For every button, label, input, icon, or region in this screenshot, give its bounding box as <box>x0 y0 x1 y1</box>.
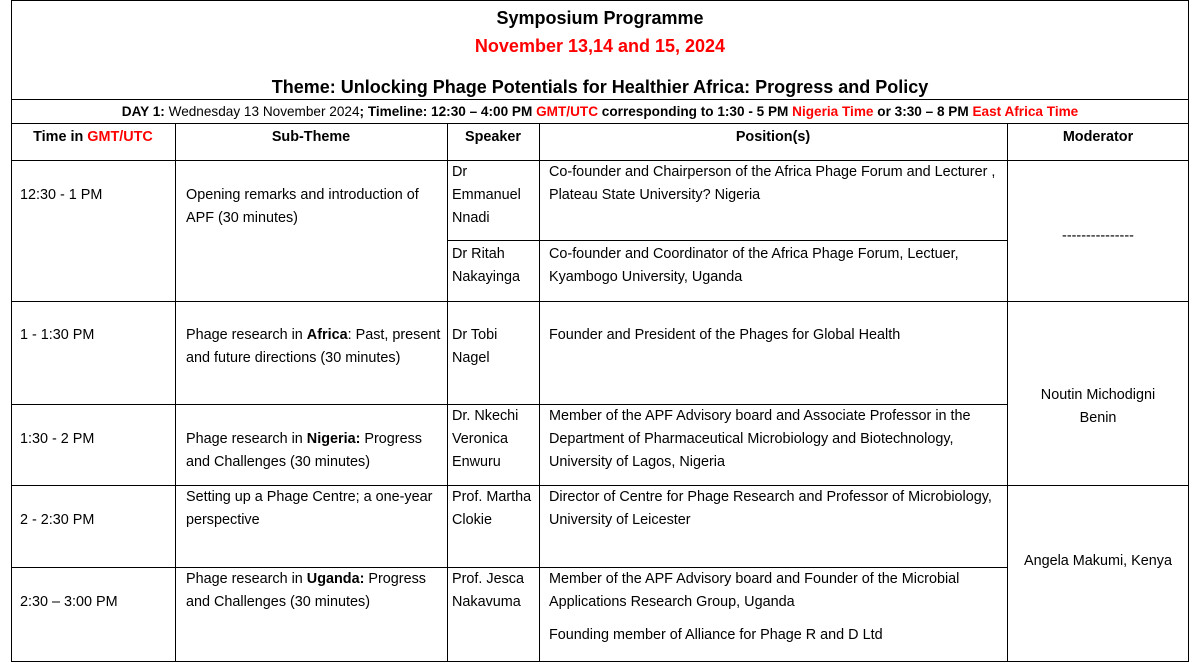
corresponding-text: corresponding to 1:30 - 5 PM <box>598 104 793 119</box>
row4-subtheme: Setting up a Phage Centre; a one-year perspective <box>186 489 433 528</box>
programme-title: Symposium Programme <box>496 8 704 28</box>
row3-position: Member of the APF Advisory board and Associate Professor in the Department of Pharmaceutical Microbiology and Biotechnology, University of Lagos, Nigeria <box>549 408 971 470</box>
row2-subtheme-pre: Phage research in <box>186 327 307 343</box>
row3-speaker: Dr. Nkechi Veronica Enwuru <box>452 408 519 470</box>
row4-time: 2 - 2:30 PM <box>20 512 95 528</box>
nigeria-time-label: Nigeria Time <box>792 104 874 119</box>
day-1-timeline <box>11 100 1189 124</box>
col-divider-subtheme <box>447 124 448 662</box>
row5-speaker: Prof. Jesca Nakavuma <box>452 571 524 610</box>
row2-time: 1 - 1:30 PM <box>20 327 95 343</box>
east-africa-time-label: East Africa Time <box>972 104 1079 119</box>
col-header-subtheme: Sub-Theme <box>271 129 351 145</box>
row5-subtheme-bold: Uganda: <box>306 571 365 587</box>
row1-position-2: Co-founder and Coordinator of the Africa Phage Forum, Lectuer, Kyambogo University, Uganda <box>549 246 959 285</box>
row5-subtheme-post: Progress and Challenges (30 minutes) <box>186 571 426 610</box>
col-divider-speaker <box>539 124 540 662</box>
programme-theme: Theme: Unlocking Phage Potentials for Healthier Africa: Progress and Policy <box>271 77 929 97</box>
col-header-moderator: Moderator <box>1062 129 1134 145</box>
row1-subtheme: Opening remarks and introduction of APF (30 minutes) <box>186 187 419 226</box>
row1-speaker-1: Dr Emmanuel Nnadi <box>452 164 521 226</box>
row1-speaker-split <box>447 240 1007 241</box>
row5-subtheme-pre: Phage research in <box>186 571 307 587</box>
programme-header <box>11 0 1189 100</box>
moderator-noutin: Noutin Michodigni Benin <box>1040 387 1156 426</box>
row5-subtheme <box>186 568 441 614</box>
row4-speaker: Prof. Martha Clokie <box>452 489 532 528</box>
programme-dates: November 13,14 and 15, 2024 <box>474 36 726 56</box>
row2-subtheme-bold: Africa <box>306 327 348 343</box>
row4-position: Director of Centre for Phage Research and Professor of Microbiology, University of Leicester <box>549 489 992 528</box>
moderator-angela: Angela Makumi, Kenya <box>1024 553 1172 569</box>
row3-subtheme-bold: Nigeria: <box>306 431 361 447</box>
row3-time: 1:30 - 2 PM <box>20 431 95 447</box>
row1-speaker-2: Dr Ritah Nakayinga <box>452 246 520 285</box>
row1-time: 12:30 - 1 PM <box>20 187 103 203</box>
col-header-time-tz: GMT/UTC <box>87 129 153 145</box>
col-header-position: Position(s) <box>735 129 811 145</box>
col-divider-position <box>1007 124 1008 662</box>
col-header-speaker: Speaker <box>464 129 521 145</box>
row5-time: 2:30 – 3:00 PM <box>20 594 118 610</box>
gmt-label: GMT/UTC <box>536 104 599 119</box>
row2-position: Founder and President of the Phages for Global Health <box>549 327 901 343</box>
row2-subtheme-post: : Past, present and future directions (30 minutes) <box>186 327 441 366</box>
day-label: DAY 1: <box>121 104 165 119</box>
row1-position-1: Co-founder and Chairperson of the Africa Phage Forum and Lecturer , Plateau State University? Nigeria <box>549 164 996 203</box>
col-header-time <box>11 124 175 160</box>
row1-bottom <box>11 301 1189 302</box>
row5-position: Member of the APF Advisory board and Founder of the Microbial Applications Research Group, Uganda <box>549 571 960 610</box>
row2-speaker: Dr Tobi Nagel <box>452 327 498 366</box>
or-text: or 3:30 – 8 PM <box>873 104 973 119</box>
moderator-row1: --------------- <box>1062 228 1134 244</box>
col-header-time-prefix: Time in <box>33 129 88 145</box>
row2-subtheme <box>186 324 441 370</box>
row3-subtheme <box>186 428 441 474</box>
col-divider-time <box>175 124 176 662</box>
row5-position-2: Founding member of Alliance for Phage R and D Ltd <box>549 627 883 643</box>
row3-subtheme-post: Progress and Challenges (30 minutes) <box>186 431 422 470</box>
timeline-label: ; Timeline: 12:30 – 4:00 PM <box>359 104 537 119</box>
day-date: Wednesday 13 November 2024 <box>164 104 360 119</box>
row3-subtheme-pre: Phage research in <box>186 431 307 447</box>
